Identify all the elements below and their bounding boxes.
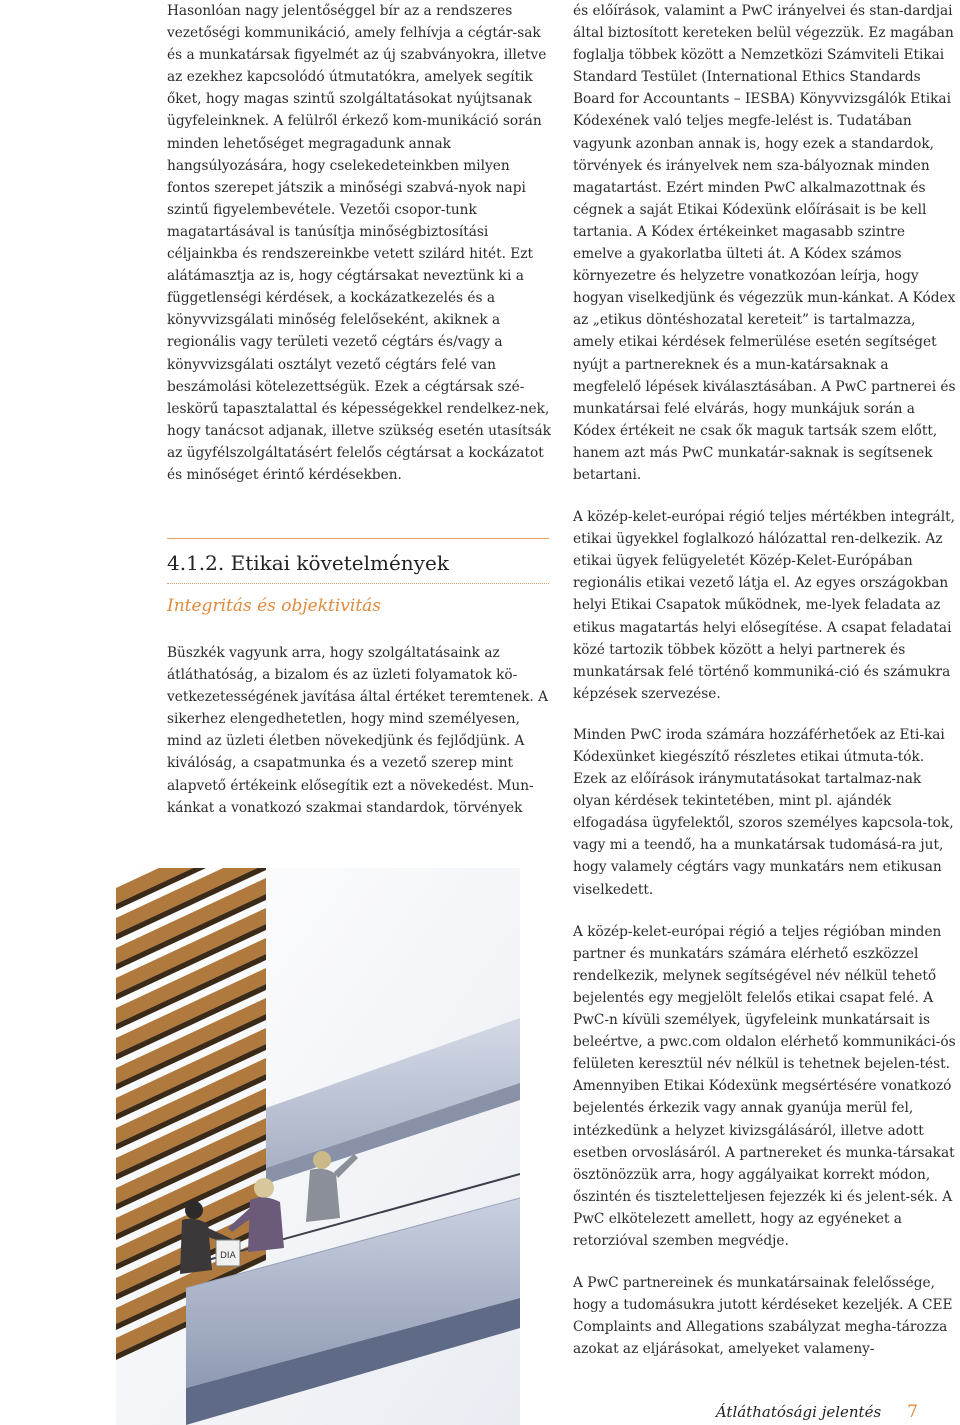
left-column xyxy=(167,0,553,486)
paragraph: és előírások, valamint a PwC irányelvei és stan-dardjai által biztosított kereteken belül végezzük. Ez magában foglalja többek között a Nemzetközi Számviteli Etikai Standard Testület (International Ethics Standards Board for Accountants – IESBA) Könyvvizsgálók Etikai Kódexének való teljes megfe-lelést is. Tudatában vagyunk azonban annak is, hogy ezek a standardok, törvények és irányelvek nem sza-bályoznak minden magatartást. Ezért minden PwC alkalmazottnak és cégnek a saját Etikai Kódexünk előírásait is be kell tartania. A Kódex értékeinket magasabb szintre emelve a gyakorlatba ülteti át. A Kódex számos környezetre és helyzetre vonatkozóan leírja, hogy hogyan viselkedjünk és végezzük mun-kánkat. A Kódex az „etikus döntéshozatal kereteit” is tartalmazza, amely etikai kérdések felmerülése esetén segítséget nyújt a partnereknek és a mun-katársaknak a megfelelő lépések kiválasztásában. A PwC partnerei és munkatársai felé elvárás, hogy munkájuk során a Kódex értékeit ne csak ők maguk tartsák szem előtt, hanem azt más PwC munkatár-saknak is segítsenek betartani. xyxy=(573,3,956,483)
right-column xyxy=(573,0,957,1360)
atrium-photo xyxy=(116,868,520,1425)
section-title: 4.1.2. Etikai követelmények xyxy=(167,551,449,575)
bag-sign: DIA xyxy=(220,1251,236,1261)
page-footer xyxy=(716,1402,918,1422)
page-number: 7 xyxy=(907,1402,918,1422)
section-subtitle: Integritás és objektivitás xyxy=(167,596,382,616)
left-lower-column xyxy=(167,642,549,819)
paragraph: Minden PwC iroda számára hozzáférhetőek az Eti-kai Kódexünket kiegészítő részletes etikai útmuta-tók. Ezek az előírások iránymutatásokat tartalmaz-nak olyan kérdések tekintetében, mint pl. ajándék elfogadása ügyfelektől, szoros személyes kapcsola-tok, vagy mi a teendő, ha a munkatársak tudomásá-ra jut, hogy valamely cégtárs vagy munkatárs nem etikusan viselkedett. xyxy=(573,726,954,898)
divider xyxy=(167,538,549,539)
paragraph: A közép-kelet-európai régió teljes mértékben integrált, etikai ügyekkel foglalkozó hálózattal ren-delkezik. Az etikai ügyek felügyeletét Közép-Kelet-Európában regionális etikai vezető látja el. Az egyes országokban helyi Etikai Csapatok működnek, me-lyek feladata az etikus magatartás helyi elősegítése. A csapat feladatai közé tartozik többek között a helyi partnerek és munkatársak felé történő kommuniká-ció és számukra képzések szervezése. xyxy=(573,509,955,702)
dotted-divider xyxy=(167,583,549,584)
shopping-bag xyxy=(216,1240,240,1266)
paragraph: Hasonlóan nagy jelentőséggel bír az a rendszeres vezetőségi kommunikáció, amely felhívja a cégtár-sak és a munkatársak figyelmét az új szabványokra, illetve az ezekhez kapcsolódó útmutatókra, amelyek segítik őket, hogy magas szintű szolgáltatásokat nyújtsanak ügyfeleinknek. A felülről érkező kom-munikáció során minden lehetőséget megragadunk annak hangsúlyozására, hogy cselekedeteinkben milyen fontos szerepet játszik a minőségi szabvá-nyok napi szintű figyelembevétele. Vezetői csopor-tunk magatartásával is tanúsítja minőségbiztosítási céljainkba és rendszereinkbe vetett szilárd hitét. Ezt alátámasztja az is, hogy cégtársakat neveztünk ki a függetlenségi kérdések, a kockázatkezelés és a könyvvizsgálati minőség felelőseként, akiknek a regionális vagy területi vezető cégtárs és/vagy a könyvvizsgálati osztályt vezető cégtárs felé van beszámolási kötelezettségük. Ezek a cégtársak szé-leskörű tapasztalattal és képességekkel rendelkez-nek, hogy tanácsot adjanak, illetve szükség esetén utasítsák az ügyfélszolgáltatásért felelős cégtársat a kockázatot és minőséget érintő kérdésekben. xyxy=(167,3,551,483)
paragraph: A közép-kelet-európai régió a teljes régióban minden partner és munkatárs számára elérhető eszközzel rendelkezik, melynek segítségével név nélkül tehető bejelentés egy megjelölt felelős etikai csapat felé. A PwC-n kívüli személyek, ügyfeleink munkatársait is beleértve, a pwc.com oldalon elérhető kommunikáci-ós felületen keresztül név nélkül is tehetnek bejelen-tést. Amennyiben Etikai Kódexünk megsértésére vonatkozó bejelentés érkezik vagy annak gyanúja merül fel, intézkedünk a helyzet kivizsgálásáról, illetve adott esetben orvoslásáról. A partnereket és munka-társakat ösztönözzük arra, hogy aggályaikat korrekt módon, őszintén és tiszteletteljesen fejezzék ki és jelent-sék. A PwC elkötelezett amellett, hogy az egyéneket a retorzióval szemben megvédje. xyxy=(573,923,956,1249)
section-header xyxy=(167,538,549,618)
paragraph: Büszkék vagyunk arra, hogy szolgáltatásaink az átláthatóság, a bizalom és az üzleti folyamatok kö-vetkezetességének javítása által értéket teremtenek. A sikerhez elengedhetetlen, hogy mind személyesen, mind az üzleti életben növekedjünk és fejlődjünk. A kiválóság, a csapatmunka és a vezető szerep mint alapvető értékeink elősegítik ezt a növekedést. Mun-kánkat a vonatkozó szakmai standardok, törvények xyxy=(167,645,548,816)
paragraph: A PwC partnereinek és munkatársainak felelőssége, hogy a tudomásukra jutott kérdéseket kezeljék. A CEE Complaints and Allegations szabályzat megha-tározza azokat az eljárásokat, amelyeket valameny- xyxy=(573,1275,953,1358)
report-title: Átláthatósági jelentés xyxy=(715,1403,882,1421)
